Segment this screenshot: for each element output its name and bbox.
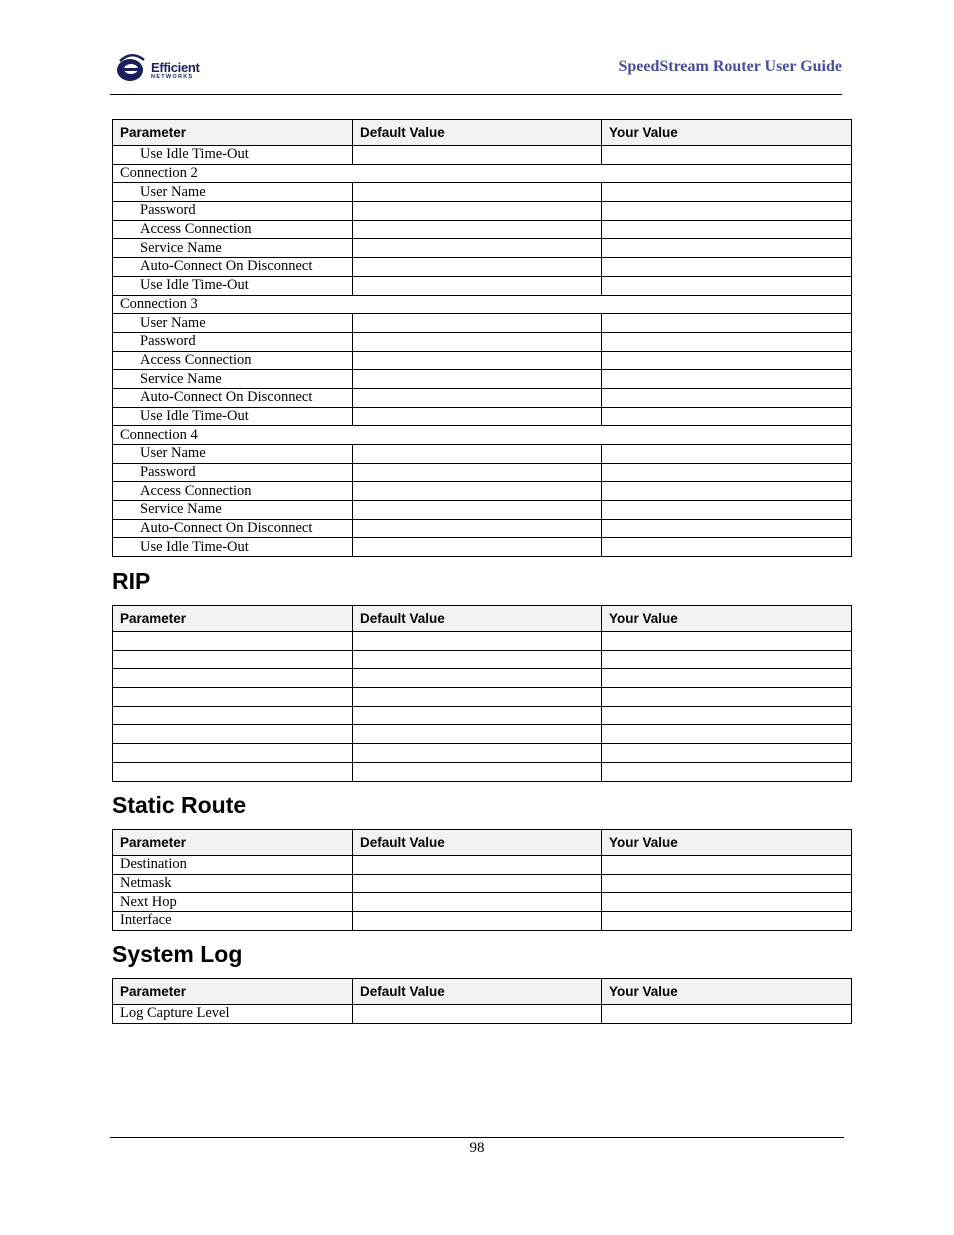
default-value-cell[interactable] <box>353 501 602 520</box>
parameter-cell: Access Connection <box>113 482 353 501</box>
parameter-cell: Use Idle Time-Out <box>113 276 353 295</box>
table-row <box>113 463 852 482</box>
your-value-cell[interactable] <box>602 501 852 520</box>
your-value-cell[interactable] <box>602 202 852 221</box>
default-value-cell[interactable] <box>353 370 602 389</box>
column-header-default-value: Default Value <box>353 979 602 1005</box>
parameter-cell: User Name <box>113 183 353 202</box>
section-heading-rip: RIP <box>112 568 151 594</box>
your-value-cell[interactable] <box>602 183 852 202</box>
table-row <box>113 445 852 464</box>
your-value-cell[interactable] <box>602 482 852 501</box>
default-value-cell[interactable] <box>353 146 602 165</box>
parameter-cell: Use Idle Time-Out <box>113 146 353 165</box>
parameter-cell: Next Hop <box>113 893 353 912</box>
table-row <box>113 239 852 258</box>
your-value-cell[interactable] <box>602 744 852 763</box>
parameter-cell: User Name <box>113 445 353 464</box>
your-value-cell[interactable] <box>602 239 852 258</box>
default-value-cell[interactable] <box>353 762 602 781</box>
column-header-parameter: Parameter <box>113 120 353 146</box>
rip-table <box>112 605 852 782</box>
section-heading-static-route: Static Route <box>112 792 247 818</box>
your-value-cell[interactable] <box>602 669 852 688</box>
table-row <box>113 688 852 707</box>
default-value-cell[interactable] <box>353 183 602 202</box>
parameter-cell: Access Connection <box>113 220 353 239</box>
default-value-cell[interactable] <box>353 258 602 277</box>
your-value-cell[interactable] <box>602 388 852 407</box>
your-value-cell[interactable] <box>602 445 852 464</box>
page-number: 98 <box>469 1140 485 1156</box>
parameter-cell <box>113 744 353 763</box>
default-value-cell[interactable] <box>353 276 602 295</box>
table-row <box>113 893 852 912</box>
logo-wordmark: Efficient <box>151 60 200 75</box>
default-value-cell[interactable] <box>353 332 602 351</box>
table-row <box>113 164 852 183</box>
parameter-cell <box>113 669 353 688</box>
your-value-cell[interactable] <box>602 370 852 389</box>
default-value-cell[interactable] <box>353 482 602 501</box>
table-row <box>113 744 852 763</box>
your-value-cell[interactable] <box>602 856 852 875</box>
table-row <box>113 538 852 557</box>
your-value-cell[interactable] <box>602 538 852 557</box>
parameter-cell: Connection 2 <box>113 164 852 183</box>
table-row <box>113 874 852 893</box>
table-row <box>113 314 852 333</box>
your-value-cell[interactable] <box>602 1005 852 1024</box>
default-value-cell[interactable] <box>353 874 602 893</box>
your-value-cell[interactable] <box>602 688 852 707</box>
table-row <box>113 258 852 277</box>
table-row <box>113 276 852 295</box>
default-value-cell[interactable] <box>353 744 602 763</box>
your-value-cell[interactable] <box>602 893 852 912</box>
your-value-cell[interactable] <box>602 725 852 744</box>
parameter-cell: Service Name <box>113 239 353 258</box>
logo-subtext: NETWORKS <box>151 74 194 80</box>
default-value-cell[interactable] <box>353 519 602 538</box>
default-value-cell[interactable] <box>353 351 602 370</box>
table-row <box>113 183 852 202</box>
your-value-cell[interactable] <box>602 314 852 333</box>
your-value-cell[interactable] <box>602 912 852 931</box>
column-header-default-value: Default Value <box>353 120 602 146</box>
parameter-cell: Interface <box>113 912 353 931</box>
table-row <box>113 650 852 669</box>
parameter-cell <box>113 650 353 669</box>
parameter-cell: Password <box>113 332 353 351</box>
your-value-cell[interactable] <box>602 220 852 239</box>
parameter-cell: Auto-Connect On Disconnect <box>113 258 353 277</box>
table-row <box>113 407 852 426</box>
parameter-cell: Destination <box>113 856 353 875</box>
table-row <box>113 202 852 221</box>
table-row <box>113 1005 852 1024</box>
your-value-cell[interactable] <box>602 762 852 781</box>
table-row <box>113 632 852 651</box>
column-header-default-value: Default Value <box>353 606 602 632</box>
table-header-row <box>113 979 852 1005</box>
table-row <box>113 295 852 314</box>
column-header-default-value: Default Value <box>353 830 602 856</box>
parameter-cell: Netmask <box>113 874 353 893</box>
page-header <box>110 50 842 95</box>
table-row <box>113 519 852 538</box>
table-row <box>113 912 852 931</box>
table-row <box>113 725 852 744</box>
default-value-cell[interactable] <box>353 220 602 239</box>
efficient-networks-logo <box>114 52 200 86</box>
column-header-parameter: Parameter <box>113 830 353 856</box>
table-row <box>113 220 852 239</box>
column-header-your-value: Your Value <box>602 120 852 146</box>
table-row <box>113 762 852 781</box>
default-value-cell[interactable] <box>353 725 602 744</box>
your-value-cell[interactable] <box>602 463 852 482</box>
parameter-cell: User Name <box>113 314 353 333</box>
default-value-cell[interactable] <box>353 688 602 707</box>
default-value-cell[interactable] <box>353 669 602 688</box>
table-header-row <box>113 830 852 856</box>
table-row <box>113 482 852 501</box>
default-value-cell[interactable] <box>353 239 602 258</box>
parameter-cell: Auto-Connect On Disconnect <box>113 388 353 407</box>
logo-e-icon <box>114 52 148 86</box>
default-value-cell[interactable] <box>353 912 602 931</box>
table-row <box>113 351 852 370</box>
table-row <box>113 388 852 407</box>
default-value-cell[interactable] <box>353 388 602 407</box>
guide-title: SpeedStream Router User Guide <box>618 58 842 75</box>
parameter-cell <box>113 706 353 725</box>
pppoe-connections-table <box>112 119 852 557</box>
footer-divider <box>110 1137 844 1138</box>
parameter-cell: Password <box>113 202 353 221</box>
your-value-cell[interactable] <box>602 706 852 725</box>
your-value-cell[interactable] <box>602 351 852 370</box>
table-header-row <box>113 120 852 146</box>
table-row <box>113 426 852 445</box>
system-log-table <box>112 978 852 1024</box>
table-row <box>113 370 852 389</box>
default-value-cell[interactable] <box>353 856 602 875</box>
your-value-cell[interactable] <box>602 874 852 893</box>
default-value-cell[interactable] <box>353 650 602 669</box>
parameter-cell: Auto-Connect On Disconnect <box>113 519 353 538</box>
column-header-parameter: Parameter <box>113 979 353 1005</box>
parameter-cell <box>113 725 353 744</box>
your-value-cell[interactable] <box>602 650 852 669</box>
parameter-cell: Password <box>113 463 353 482</box>
static-route-table <box>112 829 852 931</box>
parameter-cell <box>113 688 353 707</box>
column-header-your-value: Your Value <box>602 979 852 1005</box>
default-value-cell[interactable] <box>353 202 602 221</box>
parameter-cell <box>113 632 353 651</box>
table-header-row <box>113 606 852 632</box>
parameter-cell: Connection 4 <box>113 426 852 445</box>
default-value-cell[interactable] <box>353 706 602 725</box>
parameter-cell: Service Name <box>113 501 353 520</box>
table-row <box>113 332 852 351</box>
parameter-cell: Use Idle Time-Out <box>113 538 353 557</box>
column-header-your-value: Your Value <box>602 830 852 856</box>
parameter-cell <box>113 762 353 781</box>
parameter-cell: Access Connection <box>113 351 353 370</box>
your-value-cell[interactable] <box>602 332 852 351</box>
your-value-cell[interactable] <box>602 258 852 277</box>
default-value-cell[interactable] <box>353 632 602 651</box>
default-value-cell[interactable] <box>353 463 602 482</box>
your-value-cell[interactable] <box>602 146 852 165</box>
default-value-cell[interactable] <box>353 314 602 333</box>
your-value-cell[interactable] <box>602 276 852 295</box>
table-row <box>113 146 852 165</box>
table-row <box>113 501 852 520</box>
default-value-cell[interactable] <box>353 407 602 426</box>
default-value-cell[interactable] <box>353 538 602 557</box>
default-value-cell[interactable] <box>353 445 602 464</box>
parameter-cell: Connection 3 <box>113 295 852 314</box>
parameter-cell: Use Idle Time-Out <box>113 407 353 426</box>
default-value-cell[interactable] <box>353 893 602 912</box>
column-header-your-value: Your Value <box>602 606 852 632</box>
default-value-cell[interactable] <box>353 1005 602 1024</box>
your-value-cell[interactable] <box>602 519 852 538</box>
parameter-cell: Log Capture Level <box>113 1005 353 1024</box>
column-header-parameter: Parameter <box>113 606 353 632</box>
table-row <box>113 669 852 688</box>
table-row <box>113 706 852 725</box>
parameter-cell: Service Name <box>113 370 353 389</box>
section-heading-system-log: System Log <box>112 941 243 967</box>
your-value-cell[interactable] <box>602 407 852 426</box>
table-row <box>113 856 852 875</box>
your-value-cell[interactable] <box>602 632 852 651</box>
